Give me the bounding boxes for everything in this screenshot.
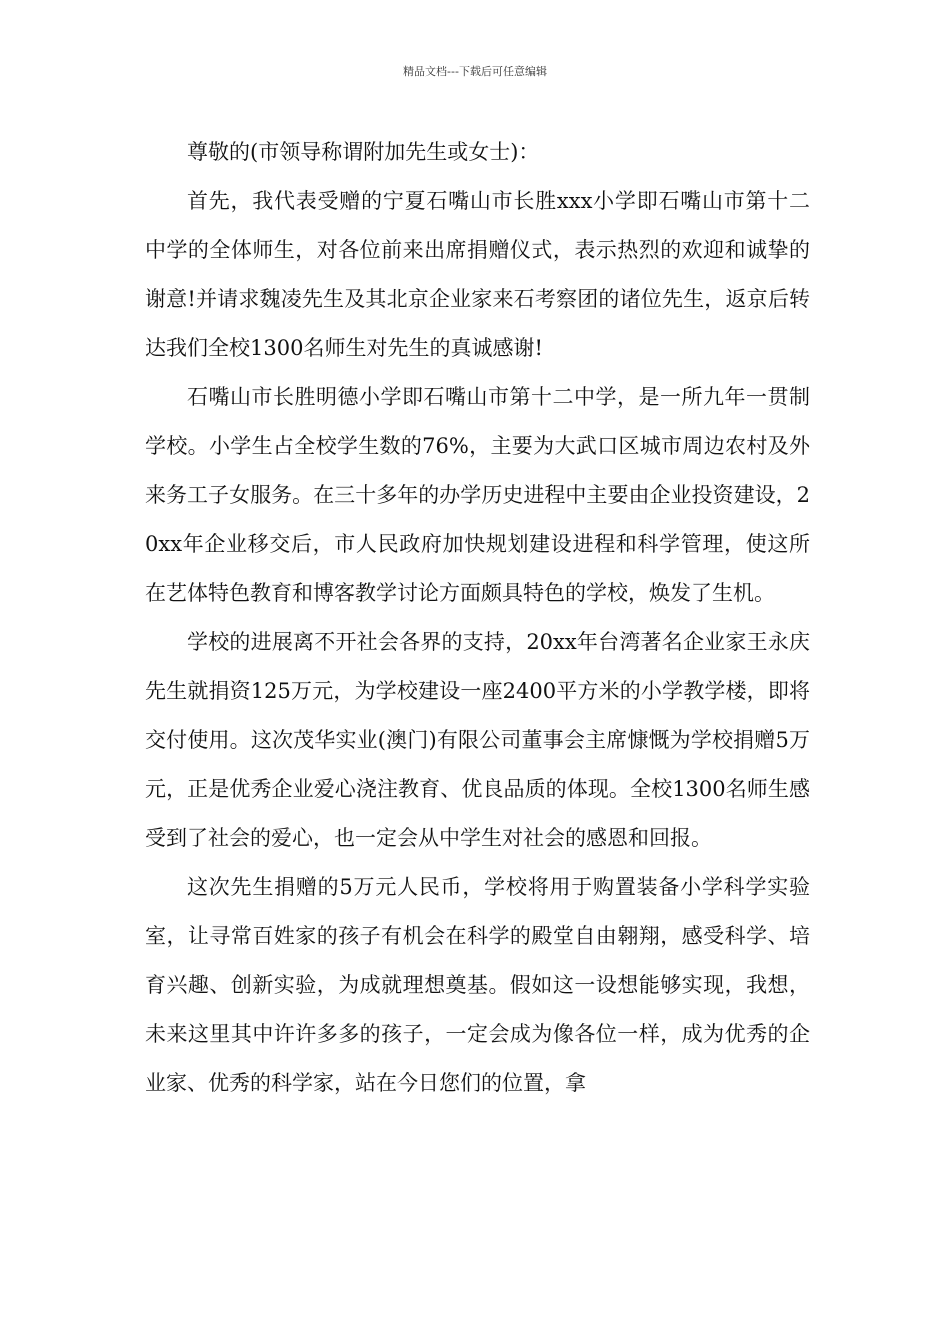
- paragraph: 学校的进展离不开社会各界的支持，20xx年台湾著名企业家王永庆先生就捐资125万元，为学校建设一座2400平方米的小学教学楼，即将交付使用。这次茂华实业(澳门)有限公司董事会主席慷慨为学校捐赠5万元，正是优秀企业爱心浇注教育、优良品质的体现。全校1300名师生感受到了社会的爱心，也一定会从中学生对社会的感恩和回报。: [145, 630, 810, 850]
- paragraph: 石嘴山市长胜明德小学即石嘴山市第十二中学，是一所九年一贯制学校。小学生占全校学生数的76%，主要为大武口区城市周边农村及外来务工子女服务。在三十多年的办学历史进程中主要由企业投资建设，20xx年企业移交后，市人民政府加快规划建设进程和科学管理，使这所在艺体特色教育和博客教学讨论方面颇具特色的学校，焕发了生机。: [145, 385, 810, 605]
- document-body: [145, 128, 810, 1108]
- page-header: 精品文档---下载后可任意编辑: [403, 65, 547, 78]
- salutation: 尊敬的(市领导称谓附加先生或女士)：: [187, 140, 540, 164]
- paragraph: 这次先生捐赠的5万元人民币，学校将用于购置装备小学科学实验室，让寻常百姓家的孩子有机会在科学的殿堂自由翱翔，感受科学、培育兴趣、创新实验，为成就理想奠基。假如这一设想能够实现，我想，未来这里其中许许多多的孩子，一定会成为像各位一样，成为优秀的企业家、优秀的科学家，站在今日您们的位置，拿: [145, 875, 810, 1095]
- paragraph: 首先，我代表受赠的宁夏石嘴山市长胜xxx小学即石嘴山市第十二中学的全体师生，对各位前来出席捐赠仪式，表示热烈的欢迎和诚挚的谢意!并请求魏凌先生及其北京企业家来石考察团的诸位先生，返京后转达我们全校1300名师生对先生的真诚感谢!: [145, 189, 810, 360]
